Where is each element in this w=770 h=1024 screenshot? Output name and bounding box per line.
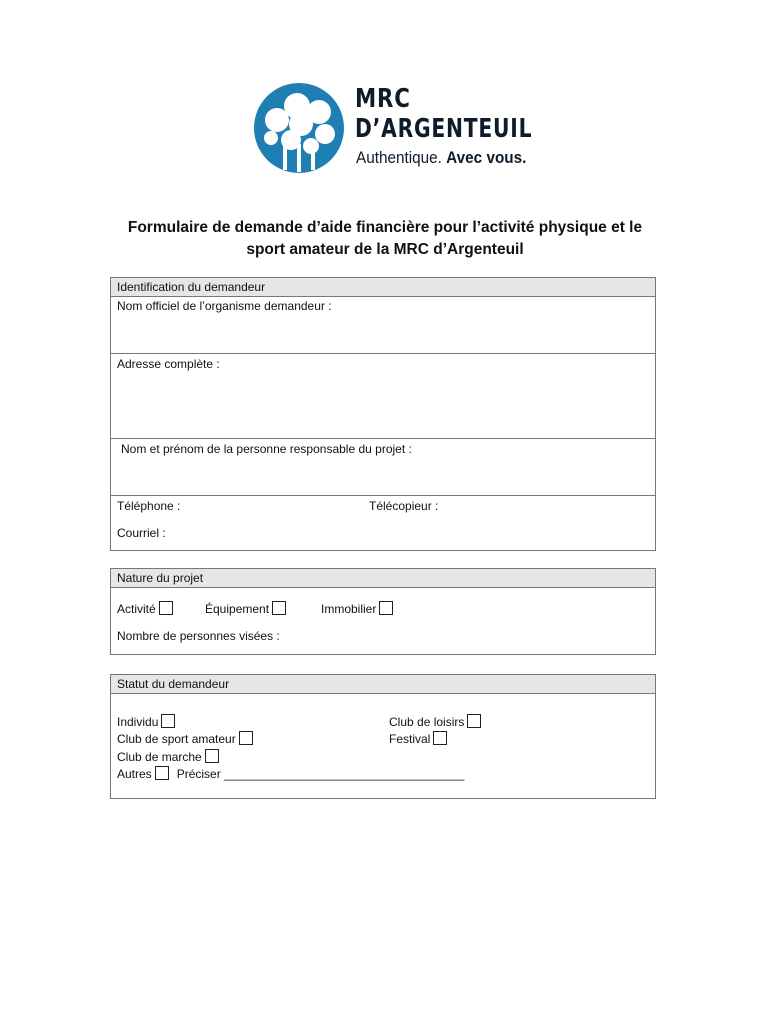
- immobilier-label: Immobilier: [321, 602, 377, 616]
- option-autres: [117, 766, 464, 781]
- telecopieur-label: Télécopieur :: [369, 499, 439, 513]
- organisme-label: Nom officiel de l’organisme demandeur :: [117, 299, 332, 313]
- responsable-field[interactable]: [111, 439, 655, 496]
- title-line-2: sport amateur de la MRC d’Argenteuil: [246, 241, 524, 258]
- option-club-sport: [117, 731, 253, 746]
- club-loisirs-label: Club de loisirs: [389, 715, 465, 729]
- option-festival: [389, 731, 447, 746]
- title-line-1: Formulaire de demande d’aide financière pour l’activité physique et le: [127, 219, 643, 236]
- identification-section: [110, 277, 656, 551]
- nature-body: [111, 588, 655, 656]
- club-marche-label: Club de marche: [117, 750, 202, 764]
- equipement-checkbox[interactable]: [272, 601, 286, 615]
- organisme-field[interactable]: [111, 297, 655, 354]
- autres-label: Autres: [117, 767, 152, 781]
- option-equipement: [205, 601, 286, 616]
- option-activite: [117, 601, 173, 616]
- adresse-field[interactable]: [111, 354, 655, 439]
- individu-checkbox[interactable]: [161, 714, 175, 728]
- equipement-label: Équipement: [205, 602, 270, 616]
- club-loisirs-checkbox[interactable]: [467, 714, 481, 728]
- option-club-loisirs: [389, 714, 481, 729]
- activite-checkbox[interactable]: [159, 601, 173, 615]
- immobilier-checkbox[interactable]: [379, 601, 393, 615]
- tagline-bold: Avec vous.: [446, 148, 527, 167]
- mrc-logo: [253, 82, 533, 174]
- individu-label: Individu: [117, 715, 159, 729]
- mrc-tree-logo-icon: [253, 82, 345, 174]
- contact-fields: [111, 496, 655, 550]
- autres-checkbox[interactable]: [155, 766, 169, 780]
- statut-body: [111, 694, 655, 800]
- form-title: [60, 217, 710, 261]
- telephone-label: Téléphone :: [117, 499, 181, 513]
- nature-section: [110, 568, 656, 655]
- logo-tagline: [356, 148, 526, 168]
- option-immobilier: [321, 601, 393, 616]
- club-marche-checkbox[interactable]: [205, 749, 219, 763]
- club-sport-label: Club de sport amateur: [117, 732, 236, 746]
- preciser-field[interactable]: Préciser ____________________________________: [176, 767, 465, 781]
- festival-checkbox[interactable]: [433, 731, 447, 745]
- option-club-marche: [117, 749, 219, 764]
- tagline-regular: Authentique.: [356, 148, 447, 167]
- nature-header: Nature du projet: [111, 569, 655, 588]
- activite-label: Activité: [117, 602, 156, 616]
- statut-header: Statut du demandeur: [111, 675, 655, 694]
- logo-line-2: D’ARGENTEUIL: [355, 114, 533, 144]
- adresse-label: Adresse complète :: [117, 357, 220, 371]
- club-sport-checkbox[interactable]: [239, 731, 253, 745]
- personnes-label: Nombre de personnes visées :: [117, 629, 280, 643]
- responsable-label: Nom et prénom de la personne responsable du projet :: [121, 442, 412, 456]
- statut-section: [110, 674, 656, 799]
- identification-header: Identification du demandeur: [111, 278, 655, 297]
- option-individu: [117, 714, 175, 729]
- logo-line-1: MRC: [355, 84, 411, 114]
- festival-label: Festival: [389, 732, 431, 746]
- courriel-label: Courriel :: [117, 526, 166, 540]
